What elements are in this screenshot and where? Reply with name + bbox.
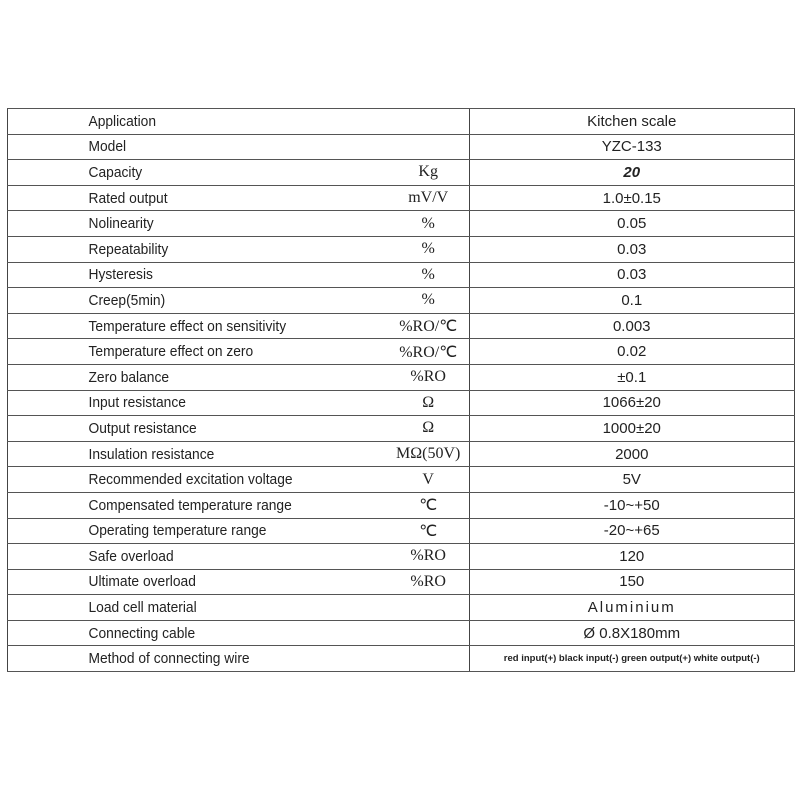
spec-row [8,390,795,416]
spec-label: Input resistance [8,390,358,416]
spec-label: Method of connecting wire [8,646,358,672]
spec-value: YZC-133 [469,134,795,160]
spec-row [8,134,795,160]
spec-value: 5V [469,467,795,493]
spec-value: 1066±20 [469,390,795,416]
spec-label: Compensated temperature range [8,492,358,518]
spec-label: Operating temperature range [8,518,358,544]
spec-label: Hysteresis [8,262,358,288]
spec-value: 1.0±0.15 [469,185,795,211]
spec-value: 120 [469,544,795,570]
spec-row [8,185,795,211]
spec-value: 1000±20 [469,416,795,442]
spec-label: Recommended excitation voltage [8,467,358,493]
spec-value: ±0.1 [469,364,795,390]
spec-value: Kitchen scale [469,109,795,135]
spec-row [8,416,795,442]
spec-unit [388,595,469,621]
spec-row [8,569,795,595]
spec-unit: Kg [388,160,469,186]
spec-unit: Ω [388,416,469,442]
spec-unit: %RO [388,364,469,390]
spec-unit: %RO/℃ [388,313,469,339]
spec-unit: ℃ [388,492,469,518]
spec-unit: % [388,211,469,237]
spec-row [8,160,795,186]
spec-label: Repeatability [8,236,358,262]
spec-row [8,518,795,544]
spec-label: Nolinearity [8,211,358,237]
spec-row [8,211,795,237]
spec-unit: %RO [388,569,469,595]
spec-value: -20~+65 [469,518,795,544]
spec-row [8,236,795,262]
spec-row [8,620,795,646]
spec-unit: mV/V [388,185,469,211]
spec-value: 0.05 [469,211,795,237]
spec-label: Temperature effect on zero [8,339,358,365]
spec-label: Output resistance [8,416,358,442]
spec-unit: ℃ [388,518,469,544]
spec-value: 0.1 [469,288,795,314]
spec-value: 0.03 [469,236,795,262]
spec-row [8,467,795,493]
spec-value: 0.02 [469,339,795,365]
spec-value: 0.03 [469,262,795,288]
spec-value: 150 [469,569,795,595]
spec-value: 2000 [469,441,795,467]
spec-unit: Ω [388,390,469,416]
spec-row [8,262,795,288]
spec-label: Rated output [8,185,358,211]
spec-unit [388,646,469,672]
spec-unit [388,134,469,160]
spec-label: Temperature effect on sensitivity [8,313,358,339]
spec-label: Model [8,134,358,160]
spec-unit: % [388,262,469,288]
specifications-table [7,108,795,672]
spec-unit [388,109,469,135]
spec-label: Creep(5min) [8,288,358,314]
spec-row [8,441,795,467]
spec-unit: %RO/℃ [388,339,469,365]
spec-unit: % [388,288,469,314]
spec-row [8,646,795,672]
spec-label: Capacity [8,160,358,186]
spec-row [8,313,795,339]
spec-value: 0.003 [469,313,795,339]
spec-row [8,595,795,621]
spec-label: Load cell material [8,595,358,621]
spec-unit: %RO [388,544,469,570]
spec-row [8,339,795,365]
spec-value: Aluminium [469,595,795,621]
spec-label: Zero balance [8,364,358,390]
spec-value: Ø 0.8X180mm [469,620,795,646]
spec-row [8,288,795,314]
spec-label: Safe overload [8,544,358,570]
spec-row [8,492,795,518]
spec-row [8,544,795,570]
spec-value: 20 [469,160,795,186]
spec-row [8,109,795,135]
spec-label: Ultimate overload [8,569,358,595]
spec-value: -10~+50 [469,492,795,518]
spec-unit: V [388,467,469,493]
spec-unit: MΩ(50V) [388,441,469,467]
spec-unit [388,620,469,646]
spec-label: Insulation resistance [8,441,358,467]
spec-label: Connecting cable [8,620,358,646]
spec-value: red input(+) black input(-) green output(+) white output(-) [469,646,795,672]
spec-unit: % [388,236,469,262]
spec-label: Application [8,109,358,135]
spec-row [8,364,795,390]
